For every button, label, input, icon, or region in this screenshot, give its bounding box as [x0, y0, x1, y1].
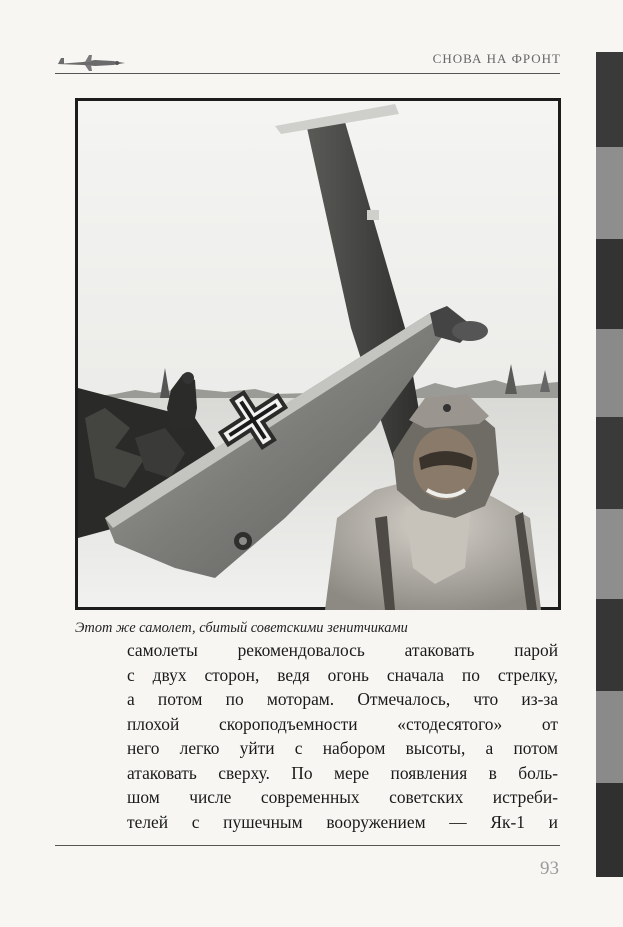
body-line: шом числе современных советских истреби-	[127, 787, 558, 807]
crashed-aircraft-photo	[75, 98, 561, 610]
body-line: атаковать сверху. По мере появления в боль-	[127, 762, 558, 783]
body-line: с двух сторон, ведя огонь сначала по стрелку,	[127, 664, 558, 685]
photo-caption: Этот же самолет, сбитый советскими зенитчиками	[75, 620, 408, 636]
body-line: телей с пушечным вооружением — Як-1 и	[127, 811, 558, 832]
aircraft-silhouette-icon	[55, 54, 127, 72]
body-line: а потом по моторам. Отмечалось, что из-за	[127, 689, 558, 709]
running-head-title: СНОВА НА ФРОНТ	[432, 51, 561, 66]
body-line: него легко уйти с набором высоты, а потом	[127, 738, 558, 758]
margin-thumb-strip	[596, 52, 623, 877]
footer-rule	[55, 845, 560, 846]
body-text	[127, 638, 558, 834]
header-rule	[55, 73, 560, 74]
page-number: 93	[540, 858, 559, 879]
body-line: самолеты рекомендовалось атаковать парой	[127, 640, 558, 660]
body-line: плохой скороподъемности «стодесятого» от	[127, 713, 558, 734]
